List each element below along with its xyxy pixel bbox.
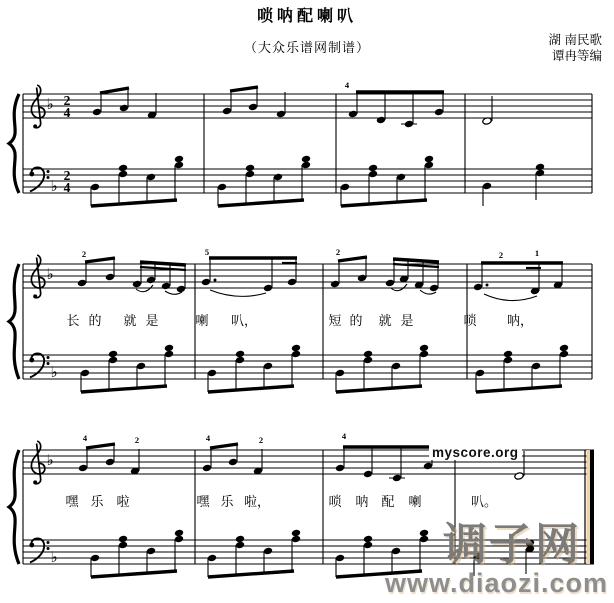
treble-clef-icon xyxy=(31,255,44,298)
time-signature: 4 xyxy=(63,105,71,120)
lyric-syllable: 就 xyxy=(123,313,137,328)
lyric-syllable: 呐 xyxy=(355,494,369,509)
fingering-number: 2 xyxy=(335,247,341,257)
flat-sign: ♭ xyxy=(50,548,58,566)
fingering-number: 1 xyxy=(534,248,540,258)
augmentation-dot xyxy=(486,284,489,287)
note-head xyxy=(535,163,545,171)
treble-clef-icon xyxy=(31,441,44,484)
lyric-syllable: 啦 xyxy=(116,494,130,509)
lyric-syllable: 嘿 xyxy=(65,494,79,509)
bass-clef-icon xyxy=(29,539,49,563)
time-signature: 2 xyxy=(63,93,71,108)
lyric-syllable: 乐 xyxy=(90,494,104,509)
page-subtitle: （大众乐谱网制谱） xyxy=(243,40,370,55)
note-head xyxy=(559,344,569,352)
note-head xyxy=(118,164,128,172)
fingering-number: 4 xyxy=(341,431,347,441)
slur xyxy=(391,284,407,291)
diaozi-url-watermark: www.diaozi.com xyxy=(385,568,609,598)
lyric-syllable: 是 xyxy=(145,313,159,328)
lyric-syllable: 喇 xyxy=(408,494,422,509)
flat-sign: ♭ xyxy=(50,177,58,195)
flat-sign: ♭ xyxy=(46,451,54,469)
lyric-syllable: 叭， xyxy=(230,313,258,328)
lyric-syllable: 啦， xyxy=(243,494,271,509)
fingering-number: 2 xyxy=(81,249,87,259)
note-head xyxy=(235,350,245,358)
fingering-number: 4 xyxy=(82,433,88,443)
time-signature: 4 xyxy=(63,180,71,195)
lyric-syllable: 的 xyxy=(88,313,102,328)
note-head xyxy=(368,164,378,172)
note-head xyxy=(301,155,311,163)
lyric-syllable: 是 xyxy=(400,313,414,328)
note-head xyxy=(419,529,429,537)
half-note-head xyxy=(514,472,524,480)
flat-sign: ♭ xyxy=(46,265,54,283)
fingering-number: 4 xyxy=(205,433,211,443)
myscore-watermark: myscore.org xyxy=(429,445,522,460)
grand-staff-brace xyxy=(9,450,19,564)
lyric-syllable: 嘿 xyxy=(196,494,210,509)
note-head xyxy=(424,155,434,163)
note-head xyxy=(108,350,118,358)
lyric-syllable: 短 xyxy=(328,313,342,328)
fingering-number: 2 xyxy=(134,435,140,445)
lyric-syllable: 配 xyxy=(381,494,395,509)
slur xyxy=(484,294,537,301)
lyric-syllable: 唢 xyxy=(463,313,477,328)
note-head xyxy=(503,350,513,358)
grand-staff-brace xyxy=(9,94,19,193)
lyric-syllable: 唢 xyxy=(328,494,342,509)
note-head xyxy=(174,529,184,537)
grand-staff-brace xyxy=(9,264,19,379)
lyric-syllable: 喇 xyxy=(195,313,209,328)
credit-source: 湖 南民歌 xyxy=(548,33,602,47)
note-head xyxy=(118,535,128,543)
slur xyxy=(210,290,266,296)
credit-arranger: 谭冉等编 xyxy=(551,49,602,63)
fingering-number: 5 xyxy=(204,247,210,257)
note-head xyxy=(245,164,255,172)
lyric-syllable: 长 xyxy=(66,313,80,328)
bass-clef-icon xyxy=(29,354,49,378)
lyric-syllable: 的 xyxy=(349,313,363,328)
note-head xyxy=(363,535,373,543)
fingering-number: 2 xyxy=(258,435,264,445)
note-head xyxy=(363,350,373,358)
note-head xyxy=(235,535,245,543)
note-head xyxy=(174,155,184,163)
lyric-syllable: 呐， xyxy=(506,313,534,328)
treble-clef-icon xyxy=(31,85,44,128)
lyric-syllable: 乐 xyxy=(220,494,234,509)
note-head xyxy=(291,344,301,352)
fingering-number: 4 xyxy=(344,80,350,90)
note-head xyxy=(419,344,429,352)
note-head xyxy=(164,344,174,352)
lyric-syllable: 叭。 xyxy=(470,494,498,509)
flat-sign: ♭ xyxy=(50,363,58,381)
diaozi-site-name-watermark: 调子网 xyxy=(443,520,581,569)
fingering-number: 2 xyxy=(498,250,504,260)
page-title: 唢呐配喇叭 xyxy=(256,8,357,25)
time-signature: 2 xyxy=(63,168,71,183)
bass-clef-icon xyxy=(29,168,49,192)
lyric-syllable: 就 xyxy=(378,313,392,328)
flat-sign: ♭ xyxy=(46,95,54,113)
note-head xyxy=(291,529,301,537)
augmentation-dot xyxy=(214,279,217,282)
